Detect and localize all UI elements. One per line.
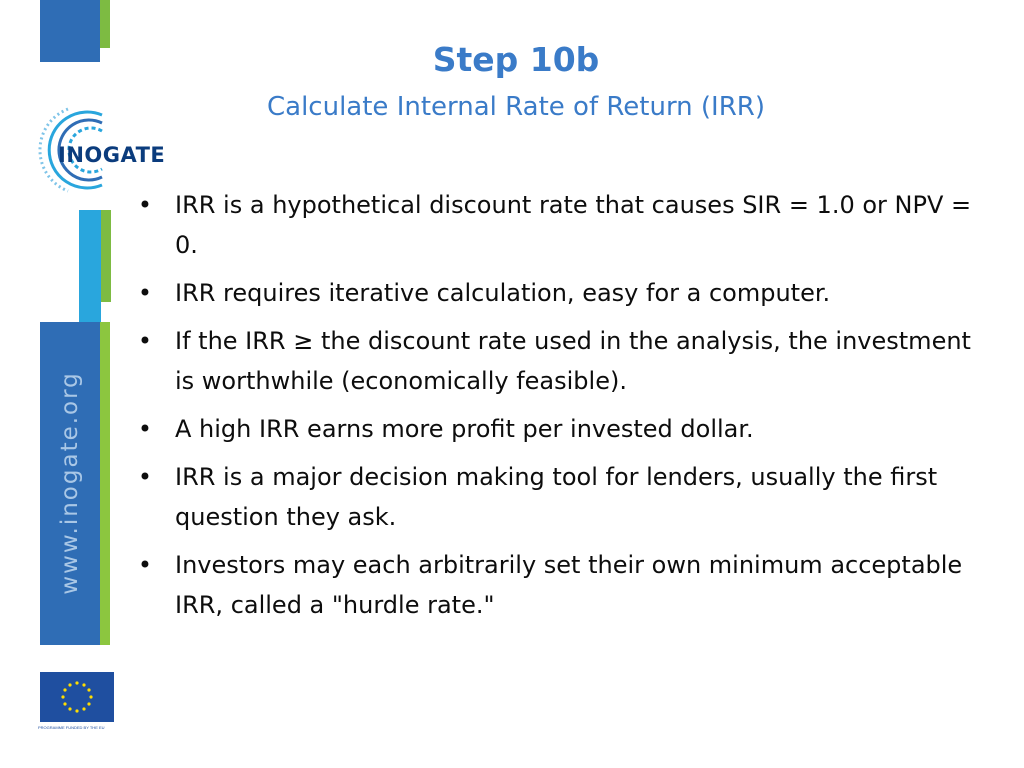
bullet-dot-icon: • [137, 551, 153, 579]
inogate-logo [28, 105, 176, 195]
eu-caption: PROGRAMME FUNDED BY THE EU [38, 725, 105, 730]
bullet-text: A high IRR earns more profit per invested dollar. [175, 415, 754, 443]
top-green-bar [100, 0, 110, 48]
bullet-dot-icon: • [137, 191, 153, 219]
bullet-item [135, 273, 995, 313]
bullet-list [135, 185, 995, 633]
bullet-text: IRR is a hypothetical discount rate that causes SIR = 1.0 or NPV = 0. [175, 191, 972, 259]
middle-light-blue-bar [79, 210, 101, 325]
bullet-item [135, 321, 995, 401]
eu-flag [40, 672, 114, 722]
bullet-item [135, 457, 995, 537]
sidebar-url: www.inogate.org [57, 371, 83, 595]
slide-subtitle: Calculate Internal Rate of Return (IRR) [267, 92, 765, 122]
slide-title: Step 10b [432, 40, 600, 79]
bullet-dot-icon: • [137, 279, 153, 307]
bullet-text: Investors may each arbitrarily set their own minimum acceptable IRR, called a "hurdle rate." [175, 551, 963, 619]
logo-text: INOGATE [58, 143, 166, 167]
bullet-text: If the IRR ≥ the discount rate used in the analysis, the investment is worthwhile (economically feasible). [175, 327, 971, 395]
sidebar-green-bar [100, 322, 110, 645]
bullet-item [135, 409, 995, 449]
top-blue-bar [40, 0, 100, 62]
bullet-dot-icon: • [137, 463, 153, 491]
bullet-dot-icon: • [137, 327, 153, 355]
bullet-item [135, 545, 995, 625]
bullet-dot-icon: • [137, 415, 153, 443]
eu-stars-icon [40, 672, 114, 722]
bullet-text: IRR requires iterative calculation, easy for a computer. [175, 279, 831, 307]
bullet-text: IRR is a major decision making tool for lenders, usually the first question they ask. [175, 463, 938, 531]
middle-green-bar [101, 210, 111, 302]
bullet-item [135, 185, 995, 265]
